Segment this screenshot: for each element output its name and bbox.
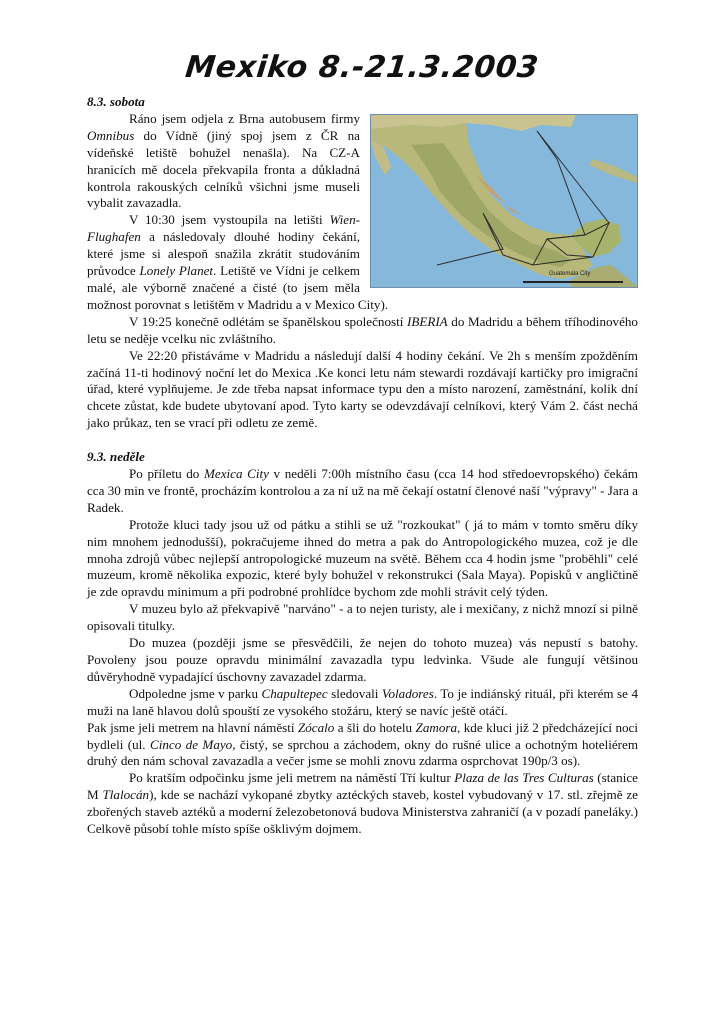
paragraph: Odpoledne jsme v parku Chapultepec sledovali Voladores. To je indiánský rituál, při kterém se 4 muži na laně hlavou dolů spouští ze vysokého stožáru, který se navíc ještě otáčí. [87,685,638,718]
italic-term: Lonely Planet [139,263,214,279]
paragraph: Ve 22:20 přistáváme v Madridu a následují další 4 hodiny čekání. Ve 2h s menším zpožděním začíná 11-ti hodinový noční let do Mexica .Ke konci letu nám stewardi rozdávají kartičky pro imigrační úřad, které vyplňujeme. Je zde třeba napsat informace typu den a místo narození, zaměstnání, kolik dní chcete zůstat, kde budete ubytovaní apod. Tyto karty se odevzdávají celníkovi, který Vám 2. část nechá jako průkaz, ten se vrací při odletu ze země. [87,347,638,431]
map-city-label: Guatemala City [549,270,591,277]
italic-term: Chapultepec [261,685,328,701]
paragraph: Po kratším odpočinku jsme jeli metrem na náměstí Tří kultur Plaza de las Tres Culturas (stanice M Tlalocán), kde se nachází vykopané zbytky aztéckých staveb, kostel vybudovaný v 17. stl. zřejmě ze zbořených staveb aztéků a moderní železobetonová budova Ministerstva zahraničí (a v pozadí paneláky.) Celkově působí tohle místo spíše ošklivým dojmem. [87,770,638,837]
page-title: Mexiko 8.-21.3.2003 [183,50,541,85]
paragraph: Ráno jsem odjela z Brna autobusem firmy Omnibus do Vídně (jiný spoj jsem z ČR na vídeňské letiště bohužel nenašla). Na CZ-A hranicích mě docela překvapila fronta a důkladná kontrola rakouských celníků všichni jsme museli vybalit zavazadla. [87,110,360,211]
section-gap [87,432,638,449]
italic-term: Plaza de las Tres Culturas [454,770,594,786]
paragraph: V 10:30 jsem vystoupila na letišti Wien-Flughafen a následovaly dlouhé hodiny čekání, které jsme si alespoň snažila zkrátit studováním průvodce Lonely Planet. Letiště ve Vídni je celkem malé, ale výborně značené a čisté (to jsem měla možnost porovnat s letištěm v Madridu a v Mexico City). [87,212,389,312]
paragraph: V 19:25 konečně odlétám se španělskou společností IBERIA do Madridu a během tříhodinového letu se neděje vcelku nic zvláštního. [87,313,638,346]
italic-term: Mexica City [203,466,269,482]
paragraph: Protože kluci tady jsou už od pátku a stihli se už "rozkoukat" ( já to mám v tomto směru díky nim mnohem jednodušší), pokračujeme ihned do metra a pak do Antropologického muzea, což je dle mnoha zdrojů vůbec nejlepší antropologické muzeum na světě. Během cca 4 hodin jsme "proběhli" celé muzeum, kromě několika expozic, které byly bohužel v rekonstrukci (Sala Maya). Popisků v angličtině je zde opravdu minimum a při podrobné prohlídce bychom zde mohli strávit celý týden. [87,516,638,600]
italic-term: Voladores [381,685,434,701]
italic-term: Wien-Flughafen [87,212,360,245]
mexico-map-illustration [371,115,637,287]
day-heading-2: 9.3. neděle [87,449,145,465]
italic-term: Cinco de Mayo [149,736,233,752]
italic-term: Zamora [415,719,458,735]
route-map [370,114,638,288]
paragraph: V muzeu bylo až překvapivě "narváno" - a to nejen turisty, ale i mexičany, z nichž mnozí si pilně opisovali titulky. [87,601,638,634]
paragraph: Po příletu do Mexica City v neděli 7:00h místního času (cca 14 hod středoevropského) čekám cca 30 min ve frontě, procházím kontrolou a za ní už na mě čekají ostatní členové naší "výpravy" - Jara a Radek. [87,466,638,515]
paragraph: Pak jsme jeli metrem na hlavní náměstí Zócalo a šli do hotelu Zamora, kde kluci již 2 předcházející noci bydleli (ul. Cinco de Mayo, čistý, se sprchou a záchodem, okny do rušné ulice a ochotným hoteliérem druhý den nám schoval zavazadla a večer jsme se mohli znovu zdarma osprchovat 190p/3 os). [87,719,639,769]
italic-term: Zócalo [297,719,335,735]
italic-term: Omnibus [87,127,135,143]
italic-term: IBERIA [406,313,448,329]
travel-diary-text [87,94,638,838]
paragraph: Do muzea (později jsme se přesvědčili, že nejen do tohoto muzea) vás nepustí s batohy. Povoleny jsou pouze opravdu minimální zavazadla typu ledvinka. Všude ale fungují většinou důvěryhodně vypadající úschovny zavazadel zdarma. [87,635,638,684]
italic-term: Tlalocán [102,787,150,803]
day-heading-1: 8.3. sobota [87,94,145,109]
